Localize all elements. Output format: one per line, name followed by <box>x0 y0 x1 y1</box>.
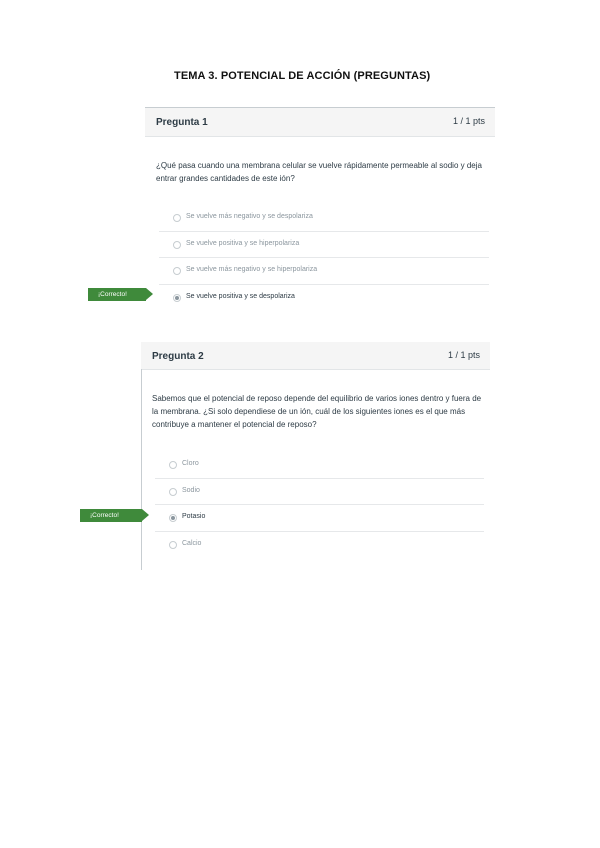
radio-button-selected[interactable] <box>173 294 181 302</box>
answer-list <box>155 452 484 558</box>
answer-label: Se vuelve positiva y se despolariza <box>186 292 295 300</box>
answer-label: Se vuelve más negativo y se hiperpolariza <box>186 266 318 273</box>
question-header <box>141 342 490 370</box>
question-text: ¿Qué pasa cuando una membrana celular se vuelve rápidamente permeable al sodio y deja entrar grandes cantidades de este ión? <box>156 161 482 183</box>
radio-button[interactable] <box>169 541 177 549</box>
question-text: Sabemos que el potencial de reposo depende del equilibrio de varios iones dentro y fuera de la membrana. ¿Si solo dependiese de un ión, cuál de los siguientes iones es el que más contribuye a mantener el potencial de reposo? <box>152 394 482 429</box>
question-border <box>141 369 142 570</box>
answer-label: Cloro <box>182 460 199 467</box>
radio-button[interactable] <box>173 267 181 275</box>
question-points: 1 / 1 pts <box>447 350 480 360</box>
radio-button[interactable] <box>173 241 181 249</box>
question-header <box>145 107 495 137</box>
answer-option[interactable] <box>155 452 484 479</box>
question-2 <box>141 340 490 570</box>
radio-button[interactable] <box>169 488 177 496</box>
answer-option[interactable] <box>155 479 484 506</box>
correct-badge: ¡Correcto! <box>80 509 142 522</box>
answer-option[interactable] <box>159 232 489 259</box>
question-1 <box>145 107 495 307</box>
answer-label: Se vuelve más negativo y se despolariza <box>186 213 313 220</box>
radio-button[interactable] <box>169 461 177 469</box>
question-points: 1 / 1 pts <box>452 116 485 126</box>
correct-badge: ¡Correcto! <box>88 288 146 301</box>
answer-label: Potasio <box>182 513 206 520</box>
answer-option[interactable] <box>159 258 489 285</box>
answer-option-selected[interactable] <box>155 505 484 532</box>
radio-button[interactable] <box>173 214 181 222</box>
radio-button-selected[interactable] <box>169 514 177 522</box>
answer-option-selected[interactable] <box>159 285 489 312</box>
document-title: TEMA 3. POTENCIAL DE ACCIÓN (PREGUNTAS) <box>174 70 431 82</box>
answer-label: Calcio <box>182 539 202 547</box>
question-title: Pregunta 2 <box>152 351 204 362</box>
answer-list <box>159 205 489 311</box>
answer-label: Se vuelve positiva y se hiperpolariza <box>186 239 300 247</box>
question-title: Pregunta 1 <box>156 117 208 128</box>
answer-option[interactable] <box>155 532 484 559</box>
answer-option[interactable] <box>159 205 489 232</box>
answer-label: Sodio <box>182 486 200 494</box>
